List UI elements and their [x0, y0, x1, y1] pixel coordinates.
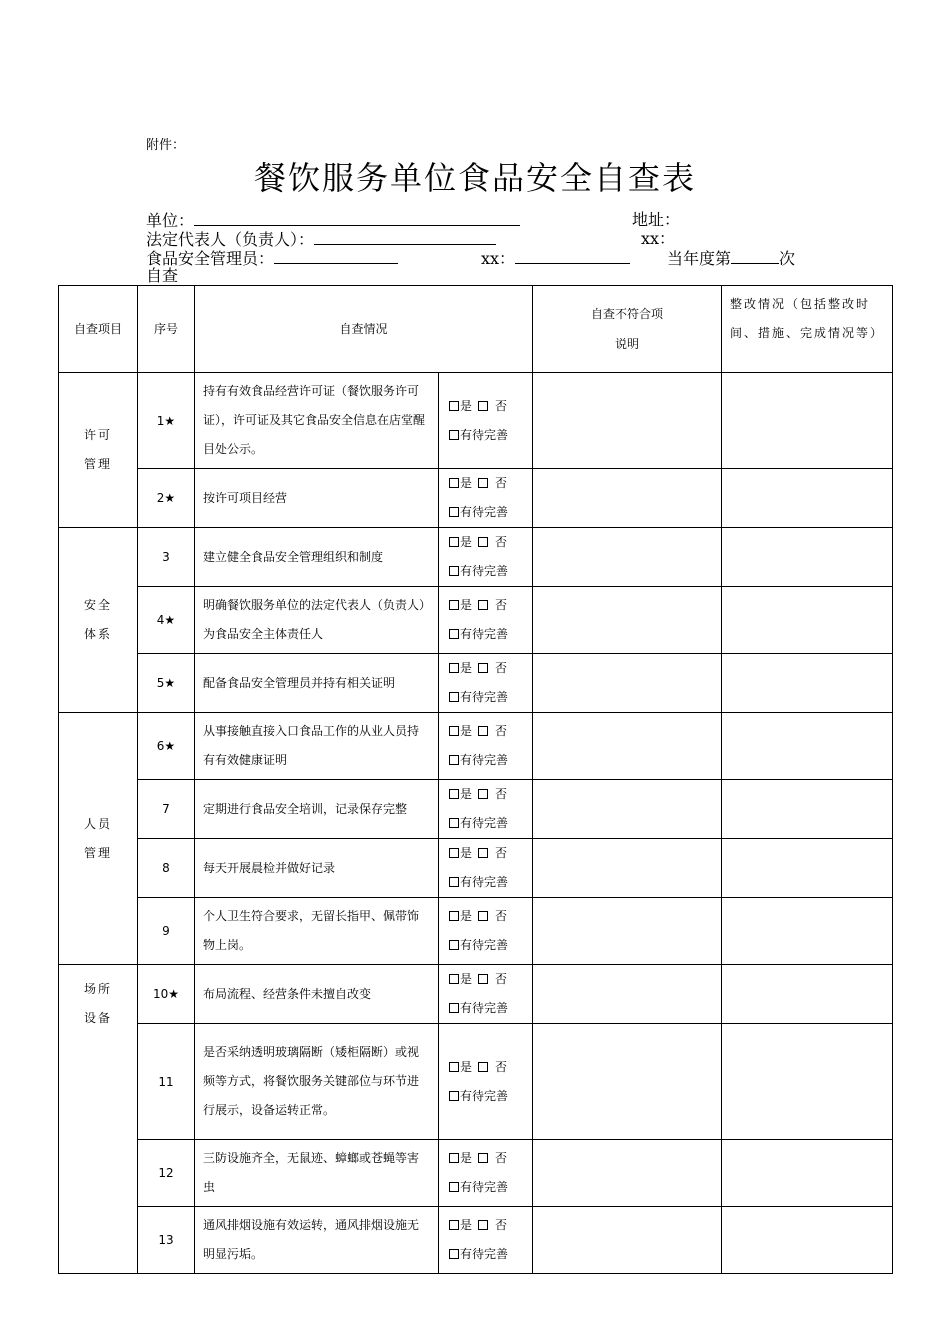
xx-label-1: xx：	[641, 229, 676, 248]
table-row	[59, 898, 893, 965]
pending-label: 有待完善	[460, 505, 509, 519]
category-cell	[59, 965, 138, 1274]
table-row	[59, 1140, 893, 1207]
table-row	[59, 469, 893, 528]
check-options	[439, 469, 533, 528]
yes-no-line	[449, 780, 532, 809]
yes-checkbox[interactable]	[449, 974, 459, 984]
yes-checkbox[interactable]	[449, 537, 459, 547]
noncompliance-cell[interactable]	[533, 839, 722, 898]
seq-number: 9	[138, 898, 195, 965]
no-checkbox[interactable]	[478, 848, 488, 858]
situation-text: 个人卫生符合要求，无留长指甲、佩带饰物上岗。	[195, 898, 439, 965]
no-checkbox[interactable]	[478, 401, 488, 411]
no-checkbox[interactable]	[478, 1062, 488, 1072]
pending-line	[449, 421, 532, 450]
pending-label: 有待完善	[460, 1088, 509, 1103]
no-label: 否	[495, 476, 508, 490]
rectify-cell[interactable]	[722, 839, 893, 898]
address-label: 地址：	[632, 210, 681, 229]
rectify-cell[interactable]	[722, 965, 893, 1024]
yes-checkbox[interactable]	[449, 478, 459, 488]
noncompliance-cell[interactable]	[533, 587, 722, 654]
yes-label: 是	[460, 1151, 473, 1165]
rectify-cell[interactable]	[722, 898, 893, 965]
pending-label: 有待完善	[460, 816, 509, 830]
rectify-cell[interactable]	[722, 1024, 893, 1140]
yes-no-line	[449, 469, 532, 498]
yes-label: 是	[460, 846, 473, 860]
no-checkbox[interactable]	[478, 663, 488, 673]
yes-label: 是	[460, 787, 473, 801]
table-row	[59, 373, 893, 469]
col-header-noncompliance	[533, 286, 722, 373]
pending-label: 有待完善	[460, 1180, 509, 1194]
yes-label: 是	[460, 398, 473, 413]
yes-no-line	[449, 1144, 532, 1173]
yes-checkbox[interactable]	[449, 726, 459, 736]
table-row	[59, 587, 893, 654]
pending-label: 有待完善	[460, 753, 509, 767]
no-checkbox[interactable]	[478, 478, 488, 488]
noncompliance-cell[interactable]	[533, 1140, 722, 1207]
category-name-line: 人员	[83, 816, 112, 831]
pending-label: 有待完善	[460, 875, 509, 889]
situation-text: 三防设施齐全，无鼠迹、蟑螂或苍蝇等害虫	[195, 1140, 439, 1207]
table-row	[59, 839, 893, 898]
col-header-seq: 序号	[138, 286, 195, 373]
yes-label: 是	[460, 535, 473, 549]
check-options	[439, 898, 533, 965]
noncompliance-cell[interactable]	[533, 780, 722, 839]
yes-checkbox[interactable]	[449, 600, 459, 610]
table-row	[59, 654, 893, 713]
no-label: 否	[495, 1059, 508, 1074]
yes-checkbox[interactable]	[449, 1062, 459, 1072]
seq-number: 11	[138, 1024, 195, 1140]
pending-label: 有待完善	[460, 690, 509, 704]
pending-label: 有待完善	[460, 627, 509, 641]
no-label: 否	[495, 972, 508, 986]
no-checkbox[interactable]	[478, 537, 488, 547]
unit-line	[146, 211, 520, 230]
category-name-line: 安全	[83, 598, 112, 612]
category-name-line: 设备	[83, 1011, 112, 1025]
no-label: 否	[495, 787, 508, 801]
check-options	[439, 1207, 533, 1274]
seq-number: 1★	[138, 373, 195, 469]
legal-rep-label: 法定代表人（负责人）：	[146, 230, 315, 249]
category-cell	[59, 528, 138, 713]
noncompliance-header-line2: 说明	[615, 337, 640, 351]
check-options	[439, 713, 533, 780]
col-header-situation: 自查情况	[195, 286, 533, 373]
no-checkbox[interactable]	[478, 974, 488, 984]
noncompliance-cell[interactable]	[533, 898, 722, 965]
manager-label: 食品安全管理员：	[146, 249, 275, 268]
check-options	[439, 839, 533, 898]
pending-line	[449, 1082, 532, 1111]
no-checkbox[interactable]	[478, 789, 488, 799]
year-prefix: 当年度第	[667, 249, 732, 268]
no-label: 否	[495, 1151, 508, 1165]
pending-label: 有待完善	[460, 1247, 509, 1261]
year-count-line	[667, 249, 795, 268]
seq-number: 10★	[138, 965, 195, 1024]
pending-label: 有待完善	[460, 1001, 509, 1015]
yes-no-line	[449, 654, 532, 683]
yes-checkbox[interactable]	[449, 401, 459, 411]
situation-text: 通风排烟设施有效运转，通风排烟设施无明显污垢。	[195, 1207, 439, 1274]
yes-no-line	[449, 591, 532, 620]
no-label: 否	[495, 398, 508, 413]
legal-rep-line	[146, 230, 496, 249]
yes-label: 是	[460, 598, 473, 612]
noncompliance-cell[interactable]	[533, 713, 722, 780]
no-label: 否	[495, 661, 508, 675]
check-options	[439, 780, 533, 839]
situation-text: 建立健全食品安全管理组织和制度	[195, 528, 439, 587]
table-row	[59, 780, 893, 839]
yes-label: 是	[460, 724, 473, 738]
pending-label: 有待完善	[460, 564, 509, 578]
situation-text: 布局流程、经营条件未擅自改变	[195, 965, 439, 1024]
rectify-cell[interactable]	[722, 528, 893, 587]
xx-line-2	[481, 249, 630, 268]
pending-line	[449, 931, 532, 960]
table-row	[59, 1207, 893, 1274]
attachment-label: 附件：	[146, 138, 186, 153]
seq-number: 8	[138, 839, 195, 898]
pending-checkbox[interactable]	[449, 629, 459, 639]
yes-label: 是	[460, 1218, 473, 1232]
pending-line	[449, 1173, 532, 1202]
category-cell	[59, 713, 138, 965]
check-options	[439, 1140, 533, 1207]
table-row	[59, 1024, 893, 1140]
situation-text: 每天开展晨检并做好记录	[195, 839, 439, 898]
pending-checkbox[interactable]	[449, 1182, 459, 1192]
no-label: 否	[495, 598, 508, 612]
pending-checkbox[interactable]	[449, 1249, 459, 1259]
table-row	[59, 713, 893, 780]
yes-no-line	[449, 392, 532, 421]
legal-rep-blank	[314, 230, 496, 245]
yes-no-line	[449, 839, 532, 868]
pending-line	[449, 868, 532, 897]
situation-text: 持有有效食品经营许可证（餐饮服务许可证），许可证及其它食品安全信息在店堂醒目处公示。	[195, 373, 439, 469]
seq-number: 4★	[138, 587, 195, 654]
situation-text: 从事接触直接入口食品工作的从业人员持有有效健康证明	[195, 713, 439, 780]
situation-text: 配备食品安全管理员并持有相关证明	[195, 654, 439, 713]
unit-blank	[194, 211, 520, 226]
category-cell	[59, 373, 138, 528]
noncompliance-cell[interactable]	[533, 965, 722, 1024]
no-label: 否	[495, 909, 508, 923]
seq-number: 2★	[138, 469, 195, 528]
category-name-line: 管理	[83, 845, 112, 860]
pending-label: 有待完善	[460, 938, 509, 952]
yes-label: 是	[460, 972, 473, 986]
yes-checkbox[interactable]	[449, 1153, 459, 1163]
manager-line	[146, 249, 398, 268]
no-label: 否	[495, 535, 508, 549]
yes-label: 是	[460, 476, 473, 490]
yes-checkbox[interactable]	[449, 911, 459, 921]
no-checkbox[interactable]	[478, 726, 488, 736]
col-header-rectify: 整改情况（包括整改时间、措施、完成情况等）	[722, 286, 893, 373]
pending-line	[449, 809, 532, 838]
check-options	[439, 1024, 533, 1140]
seq-number: 5★	[138, 654, 195, 713]
noncompliance-cell[interactable]	[533, 373, 722, 469]
noncompliance-cell[interactable]	[533, 654, 722, 713]
pending-line	[449, 746, 532, 775]
page-title: 餐饮服务单位食品安全自查表	[253, 159, 696, 197]
yes-checkbox[interactable]	[449, 848, 459, 858]
yes-label: 是	[460, 1059, 473, 1074]
rectify-cell[interactable]	[722, 469, 893, 528]
check-options	[439, 528, 533, 587]
category-name-line: 体系	[83, 627, 112, 641]
noncompliance-header-line1: 自查不符合项	[591, 307, 664, 321]
rectify-cell[interactable]	[722, 780, 893, 839]
pending-line	[449, 683, 532, 712]
pending-checkbox[interactable]	[449, 692, 459, 702]
pending-line	[449, 1240, 532, 1269]
table-header-row	[59, 286, 893, 373]
rectify-cell[interactable]	[722, 1207, 893, 1274]
no-label: 否	[495, 1218, 508, 1232]
pending-line	[449, 498, 532, 527]
pending-line	[449, 994, 532, 1023]
pending-line	[449, 557, 532, 586]
no-checkbox[interactable]	[478, 1220, 488, 1230]
yes-no-line	[449, 1053, 532, 1082]
category-name-line: 管理	[83, 457, 112, 471]
yes-no-line	[449, 1211, 532, 1240]
yes-no-line	[449, 965, 532, 994]
check-options	[439, 587, 533, 654]
xx-blank-2	[515, 249, 630, 264]
situation-text: 明确餐饮服务单位的法定代表人（负责人）为食品安全主体责任人	[195, 587, 439, 654]
seq-number: 6★	[138, 713, 195, 780]
situation-text: 按许可项目经营	[195, 469, 439, 528]
unit-label: 单位：	[146, 211, 195, 230]
rectify-cell[interactable]	[722, 1140, 893, 1207]
manager-blank	[274, 249, 398, 264]
check-options	[439, 654, 533, 713]
xx-label-2: xx：	[481, 249, 516, 268]
pending-checkbox[interactable]	[449, 755, 459, 765]
table-row	[59, 965, 893, 1024]
noncompliance-cell[interactable]	[533, 1024, 722, 1140]
pending-checkbox[interactable]	[449, 566, 459, 576]
pending-checkbox[interactable]	[449, 507, 459, 517]
noncompliance-cell[interactable]	[533, 1207, 722, 1274]
category-name-line: 许可	[83, 428, 112, 442]
rectify-cell[interactable]	[722, 587, 893, 654]
year-suffix: 次	[779, 249, 796, 268]
no-label: 否	[495, 724, 508, 738]
pending-checkbox[interactable]	[449, 940, 459, 950]
noncompliance-cell[interactable]	[533, 528, 722, 587]
situation-text: 定期进行食品安全培训，记录保存完整	[195, 780, 439, 839]
pending-label: 有待完善	[460, 427, 509, 442]
pending-checkbox[interactable]	[449, 818, 459, 828]
pending-checkbox[interactable]	[449, 1003, 459, 1013]
seq-number: 13	[138, 1207, 195, 1274]
year-count-blank	[731, 249, 779, 264]
noncompliance-cell[interactable]	[533, 469, 722, 528]
rectify-cell[interactable]	[722, 713, 893, 780]
check-options	[439, 373, 533, 469]
yes-label: 是	[460, 909, 473, 923]
category-name-line: 场所	[83, 982, 112, 996]
rectify-cell[interactable]	[722, 373, 893, 469]
pending-checkbox[interactable]	[449, 1091, 459, 1101]
yes-label: 是	[460, 661, 473, 675]
no-label: 否	[495, 846, 508, 860]
seq-number: 3	[138, 528, 195, 587]
yes-no-line	[449, 902, 532, 931]
no-checkbox[interactable]	[478, 600, 488, 610]
yes-checkbox[interactable]	[449, 663, 459, 673]
no-checkbox[interactable]	[478, 1153, 488, 1163]
seq-number: 12	[138, 1140, 195, 1207]
self-check-label: 自查	[146, 266, 179, 285]
seq-number: 7	[138, 780, 195, 839]
pending-checkbox[interactable]	[449, 877, 459, 887]
no-checkbox[interactable]	[478, 911, 488, 921]
yes-checkbox[interactable]	[449, 1220, 459, 1230]
pending-checkbox[interactable]	[449, 430, 459, 440]
table-row	[59, 528, 893, 587]
yes-checkbox[interactable]	[449, 789, 459, 799]
yes-no-line	[449, 717, 532, 746]
situation-text: 是否采纳透明玻璃隔断（矮柜隔断）或视频等方式，将餐饮服务关键部位与环节进行展示，设备运转正常。	[195, 1024, 439, 1140]
col-header-item: 自查项目	[59, 286, 138, 373]
pending-line	[449, 620, 532, 649]
yes-no-line	[449, 528, 532, 557]
rectify-cell[interactable]	[722, 654, 893, 713]
self-check-table	[58, 285, 893, 1274]
check-options	[439, 965, 533, 1024]
